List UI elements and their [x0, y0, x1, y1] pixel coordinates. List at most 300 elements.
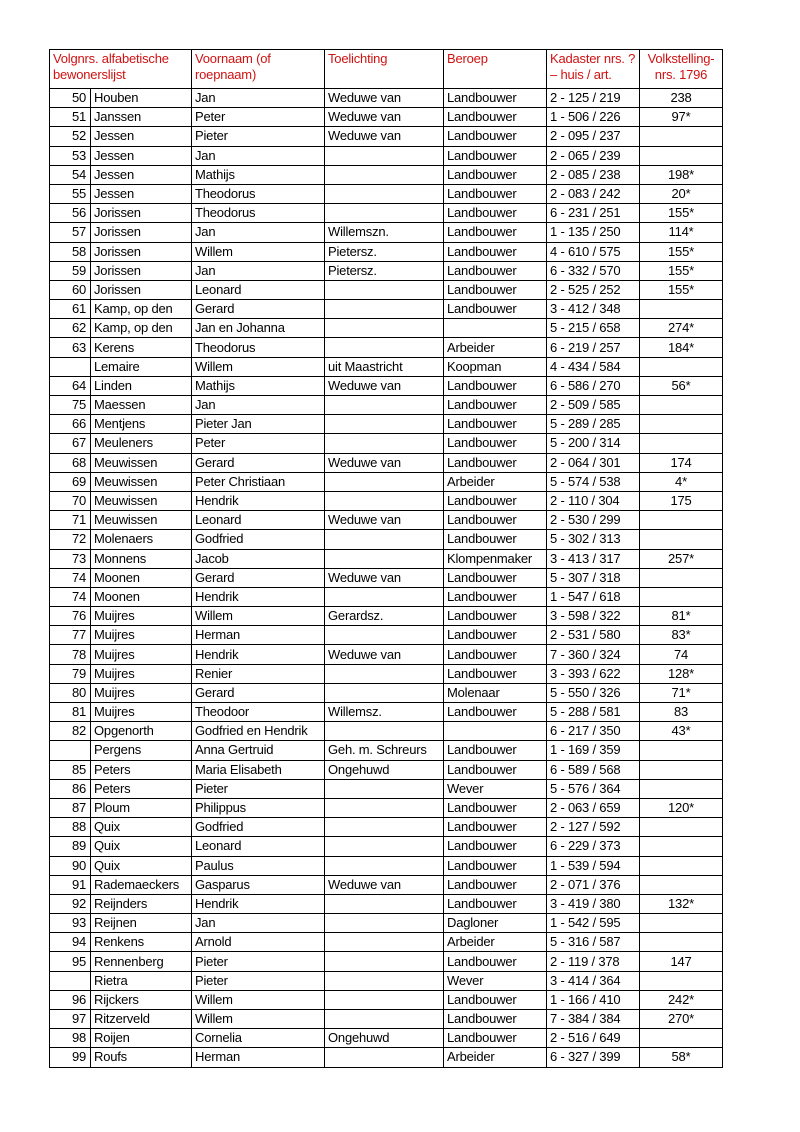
- cell-toelichting: [325, 338, 444, 357]
- cell-beroep: Landbouwer: [444, 875, 547, 894]
- cell-kadaster: 2 - 083 / 242: [547, 184, 640, 203]
- cell-achternaam: Peters: [91, 779, 192, 798]
- cell-toelichting: [325, 914, 444, 933]
- cell-kadaster: 5 - 574 / 538: [547, 472, 640, 491]
- cell-beroep: Landbouwer: [444, 415, 547, 434]
- cell-achternaam: Muijres: [91, 607, 192, 626]
- cell-beroep: [444, 722, 547, 741]
- header-voornaam: Voornaam (of roepnaam): [192, 50, 325, 89]
- cell-kadaster: 2 - 509 / 585: [547, 396, 640, 415]
- cell-voornaam: Gerard: [192, 568, 325, 587]
- cell-achternaam: Muijres: [91, 626, 192, 645]
- cell-kadaster: 2 - 095 / 237: [547, 127, 640, 146]
- cell-voornaam: Theodoor: [192, 703, 325, 722]
- cell-volkstelling: 184*: [640, 338, 723, 357]
- cell-voornaam: Peter: [192, 434, 325, 453]
- cell-achternaam: Reijnders: [91, 894, 192, 913]
- cell-beroep: Molenaar: [444, 683, 547, 702]
- table-row: [50, 914, 723, 933]
- cell-kadaster: 5 - 576 / 364: [547, 779, 640, 798]
- cell-voornaam: Godfried: [192, 818, 325, 837]
- cell-voornaam: Godfried: [192, 530, 325, 549]
- cell-kadaster: 3 - 598 / 322: [547, 607, 640, 626]
- cell-toelichting: [325, 549, 444, 568]
- cell-beroep: Landbouwer: [444, 261, 547, 280]
- cell-voornaam: Jan: [192, 261, 325, 280]
- cell-voornaam: Hendrik: [192, 587, 325, 606]
- cell-kadaster: 1 - 547 / 618: [547, 587, 640, 606]
- cell-beroep: Landbouwer: [444, 453, 547, 472]
- cell-toelichting: [325, 933, 444, 952]
- cell-achternaam: Muijres: [91, 645, 192, 664]
- cell-volgnr: 97: [50, 1010, 91, 1029]
- cell-beroep: Landbouwer: [444, 952, 547, 971]
- cell-achternaam: Maessen: [91, 396, 192, 415]
- cell-kadaster: 6 - 586 / 270: [547, 376, 640, 395]
- header-beroep: Beroep: [444, 50, 547, 89]
- table-row: [50, 472, 723, 491]
- table-row: [50, 511, 723, 530]
- cell-voornaam: Pieter: [192, 127, 325, 146]
- cell-achternaam: Ritzerveld: [91, 1010, 192, 1029]
- cell-volgnr: 99: [50, 1048, 91, 1067]
- cell-volkstelling: 174: [640, 453, 723, 472]
- cell-voornaam: Gerard: [192, 683, 325, 702]
- cell-volgnr: 59: [50, 261, 91, 280]
- cell-voornaam: Cornelia: [192, 1029, 325, 1048]
- cell-beroep: Arbeider: [444, 1048, 547, 1067]
- cell-volkstelling: 74: [640, 645, 723, 664]
- cell-voornaam: Mathijs: [192, 165, 325, 184]
- cell-volgnr: 62: [50, 319, 91, 338]
- cell-beroep: Klompenmaker: [444, 549, 547, 568]
- cell-kadaster: 1 - 542 / 595: [547, 914, 640, 933]
- cell-beroep: Wever: [444, 971, 547, 990]
- cell-beroep: Landbouwer: [444, 204, 547, 223]
- cell-beroep: Landbouwer: [444, 223, 547, 242]
- cell-achternaam: Pergens: [91, 741, 192, 760]
- table-row: [50, 396, 723, 415]
- table-row: [50, 683, 723, 702]
- cell-volkstelling: 128*: [640, 664, 723, 683]
- cell-kadaster: 6 - 219 / 257: [547, 338, 640, 357]
- cell-toelichting: [325, 184, 444, 203]
- table-row: [50, 837, 723, 856]
- cell-voornaam: Peter Christiaan: [192, 472, 325, 491]
- cell-beroep: Landbouwer: [444, 607, 547, 626]
- cell-kadaster: 6 - 332 / 570: [547, 261, 640, 280]
- cell-achternaam: Quix: [91, 856, 192, 875]
- cell-volkstelling: 198*: [640, 165, 723, 184]
- cell-volkstelling: 175: [640, 491, 723, 510]
- cell-achternaam: Lemaire: [91, 357, 192, 376]
- cell-beroep: Landbouwer: [444, 587, 547, 606]
- cell-beroep: Landbouwer: [444, 127, 547, 146]
- cell-voornaam: Willem: [192, 607, 325, 626]
- header-volgnr: Volgnrs. alfabetische bewonerslijst: [50, 50, 192, 89]
- cell-volgnr: 79: [50, 664, 91, 683]
- cell-volkstelling: [640, 1029, 723, 1048]
- cell-toelichting: Ongehuwd: [325, 1029, 444, 1048]
- cell-achternaam: Muijres: [91, 664, 192, 683]
- cell-volkstelling: [640, 568, 723, 587]
- cell-toelichting: [325, 319, 444, 338]
- table-row: [50, 280, 723, 299]
- cell-voornaam: Jan: [192, 914, 325, 933]
- cell-beroep: Landbouwer: [444, 1010, 547, 1029]
- cell-kadaster: 1 - 506 / 226: [547, 108, 640, 127]
- cell-volkstelling: 242*: [640, 990, 723, 1009]
- cell-voornaam: Paulus: [192, 856, 325, 875]
- cell-toelichting: Ongehuwd: [325, 760, 444, 779]
- cell-beroep: Landbouwer: [444, 568, 547, 587]
- cell-toelichting: [325, 818, 444, 837]
- cell-toelichting: Weduwe van: [325, 645, 444, 664]
- cell-achternaam: Jorissen: [91, 242, 192, 261]
- cell-kadaster: 2 - 085 / 238: [547, 165, 640, 184]
- cell-volgnr: [50, 741, 91, 760]
- cell-volkstelling: 56*: [640, 376, 723, 395]
- cell-achternaam: Jorissen: [91, 204, 192, 223]
- cell-beroep: Landbouwer: [444, 376, 547, 395]
- cell-toelichting: [325, 626, 444, 645]
- cell-volkstelling: [640, 357, 723, 376]
- cell-voornaam: Herman: [192, 626, 325, 645]
- cell-achternaam: Roufs: [91, 1048, 192, 1067]
- cell-voornaam: Leonard: [192, 837, 325, 856]
- cell-volgnr: 95: [50, 952, 91, 971]
- cell-volkstelling: [640, 127, 723, 146]
- cell-toelichting: Weduwe van: [325, 376, 444, 395]
- cell-volgnr: 50: [50, 89, 91, 108]
- cell-toelichting: Geh. m. Schreurs: [325, 741, 444, 760]
- cell-voornaam: Anna Gertruid: [192, 741, 325, 760]
- cell-kadaster: 5 - 200 / 314: [547, 434, 640, 453]
- cell-volkstelling: 257*: [640, 549, 723, 568]
- cell-kadaster: 2 - 063 / 659: [547, 798, 640, 817]
- cell-achternaam: Meuleners: [91, 434, 192, 453]
- cell-kadaster: 1 - 539 / 594: [547, 856, 640, 875]
- cell-beroep: Landbouwer: [444, 798, 547, 817]
- cell-toelichting: Pietersz.: [325, 242, 444, 261]
- cell-achternaam: Reijnen: [91, 914, 192, 933]
- cell-voornaam: Renier: [192, 664, 325, 683]
- table-row: [50, 722, 723, 741]
- table-row: [50, 894, 723, 913]
- cell-toelichting: Weduwe van: [325, 511, 444, 530]
- table-row: [50, 818, 723, 837]
- cell-volkstelling: [640, 760, 723, 779]
- cell-beroep: Landbouwer: [444, 89, 547, 108]
- cell-beroep: Landbouwer: [444, 396, 547, 415]
- cell-toelichting: [325, 837, 444, 856]
- cell-voornaam: Jan: [192, 146, 325, 165]
- cell-kadaster: 2 - 531 / 580: [547, 626, 640, 645]
- cell-volkstelling: [640, 971, 723, 990]
- cell-kadaster: 5 - 307 / 318: [547, 568, 640, 587]
- cell-achternaam: Roijen: [91, 1029, 192, 1048]
- cell-volgnr: [50, 357, 91, 376]
- cell-achternaam: Monnens: [91, 549, 192, 568]
- table-row: [50, 645, 723, 664]
- cell-achternaam: Jessen: [91, 184, 192, 203]
- cell-toelichting: uit Maastricht: [325, 357, 444, 376]
- cell-volgnr: 72: [50, 530, 91, 549]
- table-row: [50, 856, 723, 875]
- cell-voornaam: Leonard: [192, 511, 325, 530]
- cell-toelichting: Weduwe van: [325, 453, 444, 472]
- cell-volgnr: 52: [50, 127, 91, 146]
- cell-achternaam: Meuwissen: [91, 491, 192, 510]
- cell-volgnr: 94: [50, 933, 91, 952]
- cell-achternaam: Jorissen: [91, 280, 192, 299]
- cell-achternaam: Rademaeckers: [91, 875, 192, 894]
- cell-volgnr: 51: [50, 108, 91, 127]
- cell-kadaster: 6 - 217 / 350: [547, 722, 640, 741]
- cell-toelichting: [325, 683, 444, 702]
- cell-achternaam: Rietra: [91, 971, 192, 990]
- cell-voornaam: Willem: [192, 1010, 325, 1029]
- cell-voornaam: Jan: [192, 396, 325, 415]
- table-header-row: [50, 50, 723, 89]
- cell-volgnr: 87: [50, 798, 91, 817]
- table-row: [50, 242, 723, 261]
- cell-achternaam: Quix: [91, 818, 192, 837]
- cell-voornaam: Hendrik: [192, 491, 325, 510]
- cell-volkstelling: [640, 415, 723, 434]
- table-row: [50, 1048, 723, 1067]
- cell-achternaam: Janssen: [91, 108, 192, 127]
- cell-beroep: Landbouwer: [444, 300, 547, 319]
- table-row: [50, 664, 723, 683]
- cell-kadaster: 1 - 135 / 250: [547, 223, 640, 242]
- cell-achternaam: Kamp, op den: [91, 300, 192, 319]
- cell-achternaam: Rijckers: [91, 990, 192, 1009]
- cell-toelichting: [325, 472, 444, 491]
- cell-toelichting: [325, 779, 444, 798]
- cell-kadaster: 5 - 550 / 326: [547, 683, 640, 702]
- cell-beroep: Landbouwer: [444, 741, 547, 760]
- cell-beroep: Landbouwer: [444, 990, 547, 1009]
- cell-kadaster: 3 - 419 / 380: [547, 894, 640, 913]
- header-volkstelling: Volkstelling- nrs. 1796: [640, 50, 723, 89]
- cell-volgnr: 71: [50, 511, 91, 530]
- cell-voornaam: Maria Elisabeth: [192, 760, 325, 779]
- cell-volgnr: 93: [50, 914, 91, 933]
- cell-toelichting: Weduwe van: [325, 568, 444, 587]
- cell-achternaam: Muijres: [91, 703, 192, 722]
- cell-volkstelling: 43*: [640, 722, 723, 741]
- cell-volgnr: 67: [50, 434, 91, 453]
- cell-kadaster: 2 - 516 / 649: [547, 1029, 640, 1048]
- cell-volgnr: 92: [50, 894, 91, 913]
- cell-voornaam: Pieter: [192, 952, 325, 971]
- cell-volkstelling: [640, 741, 723, 760]
- table-row: [50, 703, 723, 722]
- cell-toelichting: [325, 587, 444, 606]
- cell-kadaster: 6 - 589 / 568: [547, 760, 640, 779]
- cell-volkstelling: 155*: [640, 280, 723, 299]
- cell-beroep: [444, 319, 547, 338]
- cell-kadaster: 4 - 610 / 575: [547, 242, 640, 261]
- cell-volgnr: 77: [50, 626, 91, 645]
- cell-beroep: Landbouwer: [444, 511, 547, 530]
- cell-volgnr: 75: [50, 396, 91, 415]
- cell-beroep: Landbouwer: [444, 894, 547, 913]
- cell-kadaster: 2 - 127 / 592: [547, 818, 640, 837]
- table-body: [50, 89, 723, 1068]
- table-row: [50, 568, 723, 587]
- cell-beroep: Landbouwer: [444, 645, 547, 664]
- table-row: [50, 108, 723, 127]
- cell-volkstelling: [640, 511, 723, 530]
- cell-toelichting: [325, 722, 444, 741]
- cell-voornaam: Theodorus: [192, 338, 325, 357]
- cell-achternaam: Jessen: [91, 146, 192, 165]
- table-row: [50, 261, 723, 280]
- cell-voornaam: Hendrik: [192, 645, 325, 664]
- cell-toelichting: Weduwe van: [325, 875, 444, 894]
- cell-volgnr: 56: [50, 204, 91, 223]
- cell-toelichting: [325, 990, 444, 1009]
- table-row: [50, 184, 723, 203]
- cell-volgnr: 57: [50, 223, 91, 242]
- cell-volgnr: 64: [50, 376, 91, 395]
- cell-volkstelling: [640, 933, 723, 952]
- cell-achternaam: Mentjens: [91, 415, 192, 434]
- cell-volkstelling: 97*: [640, 108, 723, 127]
- cell-toelichting: [325, 1010, 444, 1029]
- cell-beroep: Wever: [444, 779, 547, 798]
- cell-toelichting: [325, 415, 444, 434]
- table-row: [50, 300, 723, 319]
- cell-beroep: Koopman: [444, 357, 547, 376]
- table-row: [50, 798, 723, 817]
- cell-voornaam: Leonard: [192, 280, 325, 299]
- cell-toelichting: [325, 300, 444, 319]
- cell-kadaster: 7 - 384 / 384: [547, 1010, 640, 1029]
- table-row: [50, 952, 723, 971]
- cell-volkstelling: [640, 837, 723, 856]
- cell-volkstelling: 238: [640, 89, 723, 108]
- cell-voornaam: Arnold: [192, 933, 325, 952]
- cell-kadaster: 5 - 288 / 581: [547, 703, 640, 722]
- cell-toelichting: [325, 491, 444, 510]
- cell-toelichting: Weduwe van: [325, 127, 444, 146]
- cell-achternaam: Jessen: [91, 127, 192, 146]
- cell-volgnr: 76: [50, 607, 91, 626]
- cell-volgnr: 90: [50, 856, 91, 875]
- table-row: [50, 1029, 723, 1048]
- cell-toelichting: Willemszn.: [325, 223, 444, 242]
- cell-kadaster: 3 - 414 / 364: [547, 971, 640, 990]
- cell-achternaam: Jessen: [91, 165, 192, 184]
- cell-voornaam: Pieter: [192, 971, 325, 990]
- table-row: [50, 1010, 723, 1029]
- table-row: [50, 779, 723, 798]
- table-row: [50, 741, 723, 760]
- cell-volgnr: 73: [50, 549, 91, 568]
- cell-voornaam: Philippus: [192, 798, 325, 817]
- cell-kadaster: 6 - 327 / 399: [547, 1048, 640, 1067]
- cell-achternaam: Jorissen: [91, 223, 192, 242]
- cell-voornaam: Hendrik: [192, 894, 325, 913]
- cell-volkstelling: [640, 434, 723, 453]
- cell-volkstelling: 155*: [640, 261, 723, 280]
- table-row: [50, 376, 723, 395]
- cell-volgnr: 85: [50, 760, 91, 779]
- cell-kadaster: 2 - 071 / 376: [547, 875, 640, 894]
- cell-achternaam: Peters: [91, 760, 192, 779]
- table-row: [50, 204, 723, 223]
- cell-beroep: Landbouwer: [444, 165, 547, 184]
- cell-volgnr: 80: [50, 683, 91, 702]
- cell-voornaam: Willem: [192, 357, 325, 376]
- cell-volgnr: 86: [50, 779, 91, 798]
- cell-kadaster: 5 - 289 / 285: [547, 415, 640, 434]
- header-kadaster: Kadaster nrs. ? – huis / art.: [547, 50, 640, 89]
- cell-volgnr: 70: [50, 491, 91, 510]
- cell-volgnr: 54: [50, 165, 91, 184]
- cell-volgnr: 98: [50, 1029, 91, 1048]
- table-row: [50, 875, 723, 894]
- cell-beroep: Arbeider: [444, 472, 547, 491]
- cell-volkstelling: 4*: [640, 472, 723, 491]
- table-row: [50, 434, 723, 453]
- cell-achternaam: Kerens: [91, 338, 192, 357]
- cell-volkstelling: [640, 779, 723, 798]
- table-row: [50, 549, 723, 568]
- cell-toelichting: [325, 664, 444, 683]
- cell-achternaam: Houben: [91, 89, 192, 108]
- cell-kadaster: 2 - 530 / 299: [547, 511, 640, 530]
- cell-toelichting: [325, 146, 444, 165]
- cell-voornaam: Godfried en Hendrik: [192, 722, 325, 741]
- cell-beroep: Landbouwer: [444, 856, 547, 875]
- cell-beroep: Landbouwer: [444, 818, 547, 837]
- table-row: [50, 319, 723, 338]
- cell-toelichting: Willemsz.: [325, 703, 444, 722]
- cell-achternaam: Ploum: [91, 798, 192, 817]
- cell-voornaam: Jan: [192, 89, 325, 108]
- cell-toelichting: Gerardsz.: [325, 607, 444, 626]
- cell-kadaster: 2 - 110 / 304: [547, 491, 640, 510]
- cell-kadaster: 2 - 119 / 378: [547, 952, 640, 971]
- cell-volgnr: 60: [50, 280, 91, 299]
- cell-volkstelling: [640, 856, 723, 875]
- cell-volgnr: 88: [50, 818, 91, 837]
- cell-achternaam: Meuwissen: [91, 511, 192, 530]
- table-row: [50, 760, 723, 779]
- cell-beroep: Landbouwer: [444, 530, 547, 549]
- cell-toelichting: Weduwe van: [325, 89, 444, 108]
- cell-achternaam: Meuwissen: [91, 453, 192, 472]
- cell-voornaam: Theodorus: [192, 204, 325, 223]
- cell-volkstelling: 155*: [640, 242, 723, 261]
- cell-volkstelling: 120*: [640, 798, 723, 817]
- cell-volkstelling: 71*: [640, 683, 723, 702]
- cell-volkstelling: 132*: [640, 894, 723, 913]
- cell-voornaam: Jan en Johanna: [192, 319, 325, 338]
- cell-toelichting: Weduwe van: [325, 108, 444, 127]
- cell-kadaster: 1 - 166 / 410: [547, 990, 640, 1009]
- cell-beroep: Landbouwer: [444, 434, 547, 453]
- cell-achternaam: Meuwissen: [91, 472, 192, 491]
- cell-toelichting: [325, 396, 444, 415]
- table-row: [50, 587, 723, 606]
- cell-volkstelling: [640, 300, 723, 319]
- cell-toelichting: [325, 952, 444, 971]
